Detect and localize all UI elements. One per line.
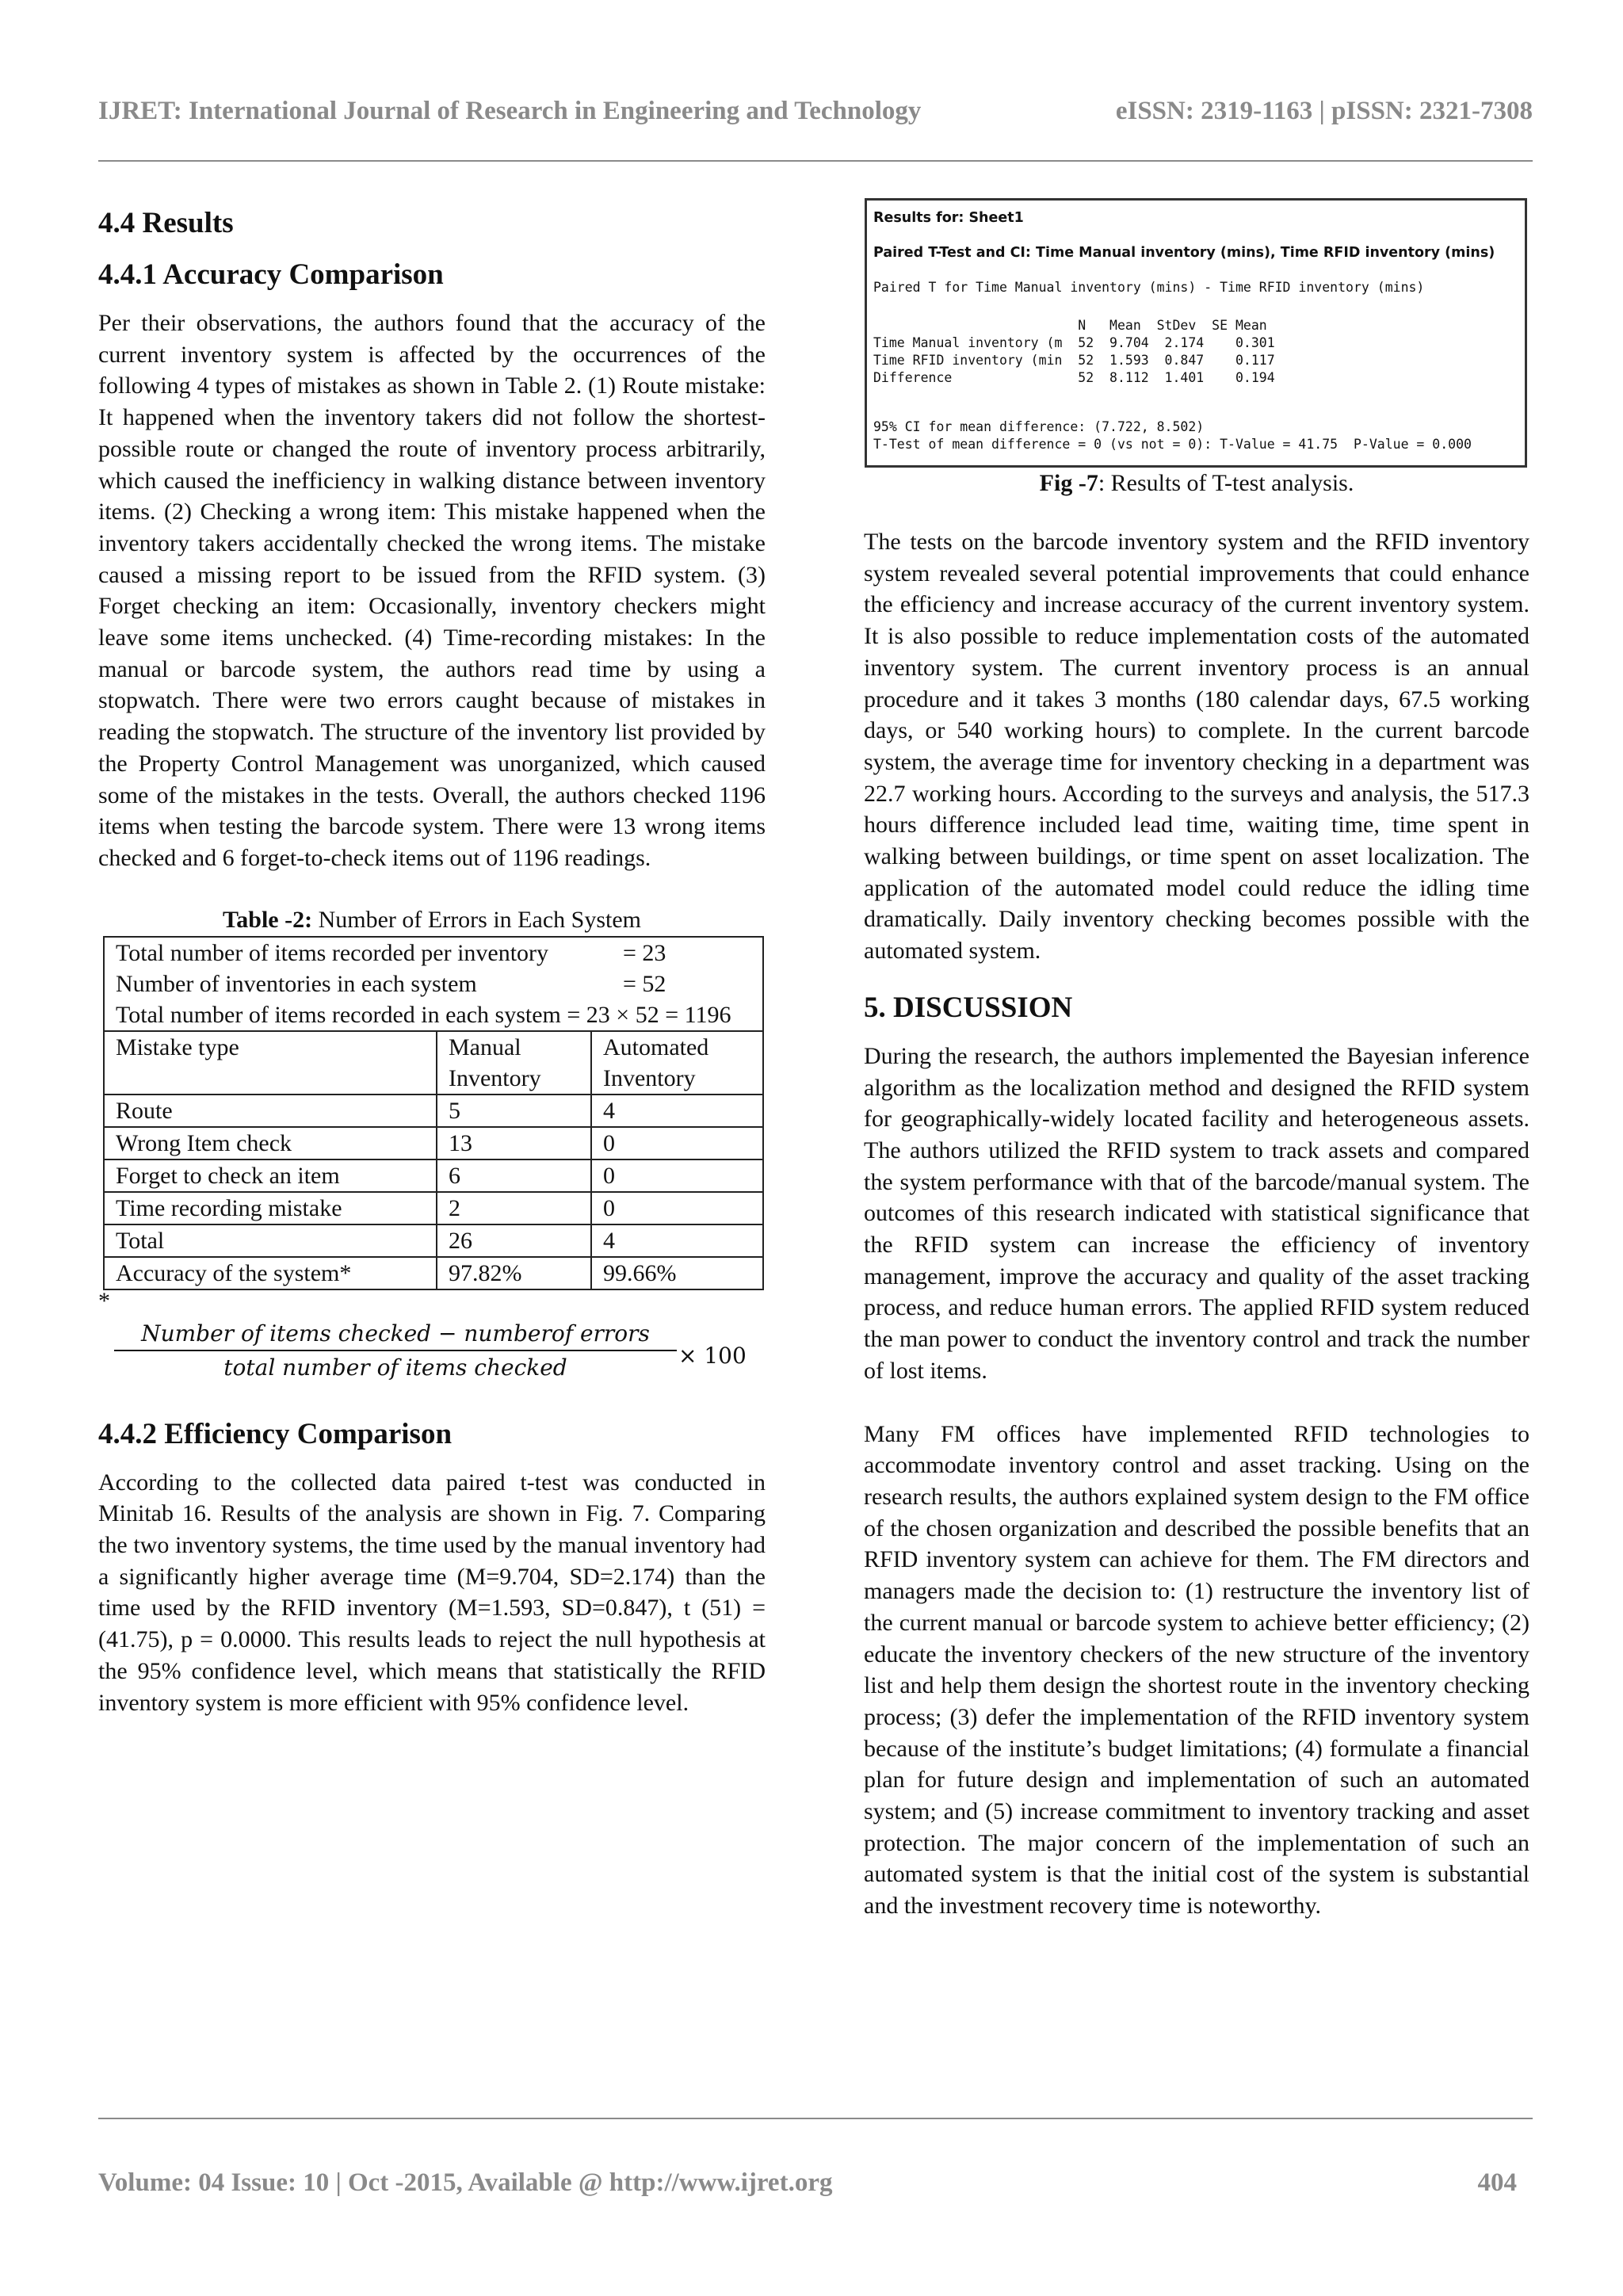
summary-label-2: Number of inventories in each system — [116, 970, 477, 997]
summary-line-1 — [116, 938, 751, 968]
header-divider — [98, 160, 1533, 162]
figure-results-title: Results for: Sheet1 — [873, 210, 1024, 226]
table-cell: 4 — [591, 1224, 763, 1257]
header-cell: Manual Inventory — [437, 1031, 591, 1095]
ttest-figure — [865, 198, 1527, 468]
figure-ci: 95% CI for mean difference: (7.722, 8.502) — [873, 419, 1205, 434]
discussion-heading: 5. DISCUSSION — [864, 991, 1073, 1024]
tests-paragraph: The tests on the barcode inventory system and the RFID inventory system revealed several potential improvements that could enhance the efficiency and increase accuracy of the current inventory system. It is also possible to reduce implementation costs of the automated inventory system. The current inventory process is an annual procedure and it takes 3 months (180 calendar days, 67.5 working days, or 540 working hours) to complete. In the current barcode system, the average time for inventory checking in a department was 22.7 working hours. According to the surveys and analysis, the 517.3 hours difference included lead time, waiting time, time spent in walking between buildings, or time spent on asset localization. The application of the automated model could reduce the idling time dramatically. Daily inventory checking becomes possible with the automated system. — [864, 529, 1529, 965]
table-cell: Route — [104, 1095, 437, 1127]
footer-volume: Volume: 04 Issue: 10 | Oct -2015, Available @ http://www.ijret.org — [98, 2168, 833, 2197]
page-number: 404 — [1477, 2168, 1517, 2197]
figure-row-difference: Difference 52 8.112 1.401 0.194 — [873, 370, 1275, 385]
issn: eISSN: 2319-1163 | pISSN: 2321-7308 — [1115, 97, 1533, 125]
accuracy-paragraph: Per their observations, the authors found that the accuracy of the current inventory system is affected by the occurrences of the following 4 types of mistakes as shown in Table 2. (1) Route mistake: It happened when the inventory takers did not follow the shortest-possible route or changed the route of inventory process arbitrarily, which caused the inefficiency in walking distance between inventory items. (2) Checking a wrong item: This mistake happened when the inventory takers accidentally checked the wrong items. The mistake caused a missing report to be issued from the RFID system. (3) Forget checking an item: Occasionally, inventory checkers might leave some items unchecked. (4) Time-recording mistakes: In the manual or barcode system, the authors read time by using a stopwatch. There were two errors caught because of mistakes in reading the stopwatch. The structure of the inventory list provided by the Property Control Management was unorganized, which caused some of the mistakes in the tests. Overall, the authors checked 1196 items when testing the barcode system. There were 13 wrong items checked and 6 forget-to-check items out of 1196 readings. — [98, 310, 766, 871]
figure-caption-label: Fig -7 — [1039, 470, 1098, 496]
table-cell: 13 — [437, 1127, 591, 1159]
table-cell: 97.82% — [437, 1257, 591, 1289]
summary-row — [104, 937, 763, 1031]
table-cell: 99.66% — [591, 1257, 763, 1289]
page-footer — [98, 2168, 1517, 2198]
discussion-paragraph-1: During the research, the authors implemented the Bayesian inference algorithm as the localization method and designed the RFID system for geographically-widely located facility and heterogeneous assets. The authors utilized the RFID system to track assets and compared the system performance with that of the barcode/manual system. The outcomes of this research indicated with statistical significance that the RFID system can increase the efficiency of inventory management, improve the accuracy and quality of the asset tracking process, and reduce human errors. The applied RFID system reduced the man power to conduct the inventory control and track the number of lost items. — [864, 1042, 1529, 1384]
table-row — [104, 1257, 763, 1289]
discussion-paragraph-2: Many FM offices have implemented RFID technologies to accommodate inventory control and asset tracking. Using on the research results, the authors explained system design to the FM office of the chosen organization and described the possible benefits that an RFID inventory system can achieve for them. The FM directors and managers made the decision to: (1) restructure the inventory list of the current manual or barcode system to achieve better efficiency; (2) educate the inventory checkers of the new structure of the inventory list and help them design the shortest route in the inventory checking process; (3) defer the implementation of the RFID inventory system because of the institute’s budget limitations; (4) formulate a financial plan for future design and implementation of such an automated system; and (5) increase commitment to inventory tracking and asset protection. The major concern of the implementation of such an automated system is that the initial cost of the system is substantial and the investment recovery time is noteworthy. — [864, 1420, 1529, 1920]
efficiency-paragraph: According to the collected data paired t-test was conducted in Minitab 16. Results of the analysis are shown in Fig. 7. Comparing the two inventory systems, the time used by the manual inventory had a significantly higher average time (M=9.704, SD=2.174) than the time used by the RFID inventory (M=1.593, SD=0.847), t (51) = (41.75), p = 0.0000. This results leads to reject the null hypothesis at the 95% confidence level, which means that statistically the RFID inventory system is more efficient with 95% confidence level. — [98, 1469, 766, 1716]
table-cell: 5 — [437, 1095, 591, 1127]
left-column — [98, 198, 766, 1718]
figure-row-rfid: Time RFID inventory (min 52 1.593 0.847 0.117 — [873, 353, 1275, 368]
figure-caption — [864, 468, 1529, 499]
efficiency-heading: 4.4.2 Efficiency Comparison — [98, 1417, 453, 1450]
figure-row-manual: Time Manual inventory (m 52 9.704 2.174 0.301 — [873, 335, 1275, 350]
errors-table — [103, 936, 764, 1290]
table-header-row — [104, 1031, 763, 1095]
table-cell: Forget to check an item — [104, 1159, 437, 1192]
footer-divider — [98, 2118, 1533, 2119]
footnote-marker: * — [98, 1287, 110, 1314]
table-cell: 6 — [437, 1159, 591, 1192]
summary-cell — [104, 937, 763, 1031]
table-row — [104, 1095, 763, 1127]
table-row — [104, 1159, 763, 1192]
table-caption — [98, 904, 766, 936]
summary-value-2: = 52 — [623, 970, 666, 997]
page-header — [98, 97, 1533, 126]
summary-line-2 — [116, 968, 751, 999]
formula-multiplier: × 100 — [678, 1342, 747, 1369]
journal-title: IJRET: International Journal of Research in Engineering and Technology — [98, 97, 922, 125]
table-cell: Time recording mistake — [104, 1192, 437, 1224]
table-cell: Accuracy of the system* — [104, 1257, 437, 1289]
table-cell: 0 — [591, 1159, 763, 1192]
summary-label-1: Total number of items recorded per inventory — [116, 939, 549, 966]
header-cell: Mistake type — [104, 1031, 437, 1095]
table-cell: 0 — [591, 1127, 763, 1159]
figure-ttest: T-Test of mean difference = 0 (vs not = 0): T-Value = 41.75 P-Value = 0.000 — [873, 437, 1472, 452]
table-cell: 2 — [437, 1192, 591, 1224]
formula-fraction — [114, 1320, 677, 1381]
table-cell: 4 — [591, 1095, 763, 1127]
formula-numerator: Number of items checked − numberof errors — [114, 1320, 677, 1351]
table-cell: 26 — [437, 1224, 591, 1257]
accuracy-formula — [98, 1312, 766, 1392]
table-row — [104, 1127, 763, 1159]
table-row — [104, 1224, 763, 1257]
table-cell: Wrong Item check — [104, 1127, 437, 1159]
accuracy-heading: 4.4.1 Accuracy Comparison — [98, 258, 444, 291]
summary-value-1: = 23 — [623, 939, 666, 966]
table-cell: 0 — [591, 1192, 763, 1224]
table-row — [104, 1192, 763, 1224]
figure-column-header: N Mean StDev SE Mean — [873, 318, 1267, 333]
figure-test-title: Paired T-Test and CI: Time Manual inventory (mins), Time RFID inventory (mins) — [873, 245, 1495, 261]
header-cell: Automated Inventory — [591, 1031, 763, 1095]
table-caption-text: Number of Errors in Each System — [312, 906, 641, 933]
figure-caption-text: : Results of T-test analysis. — [1098, 470, 1354, 496]
table-cell: Total — [104, 1224, 437, 1257]
summary-total: Total number of items recorded in each system = 23 × 52 = 1196 — [116, 1001, 731, 1028]
formula-denominator: total number of items checked — [223, 1354, 567, 1381]
table-caption-label: Table -2: — [223, 906, 313, 933]
right-column — [864, 198, 1529, 1922]
figure-paired-line: Paired T for Time Manual inventory (mins) - Time RFID inventory (mins) — [873, 280, 1425, 295]
results-heading: 4.4 Results — [98, 207, 234, 239]
